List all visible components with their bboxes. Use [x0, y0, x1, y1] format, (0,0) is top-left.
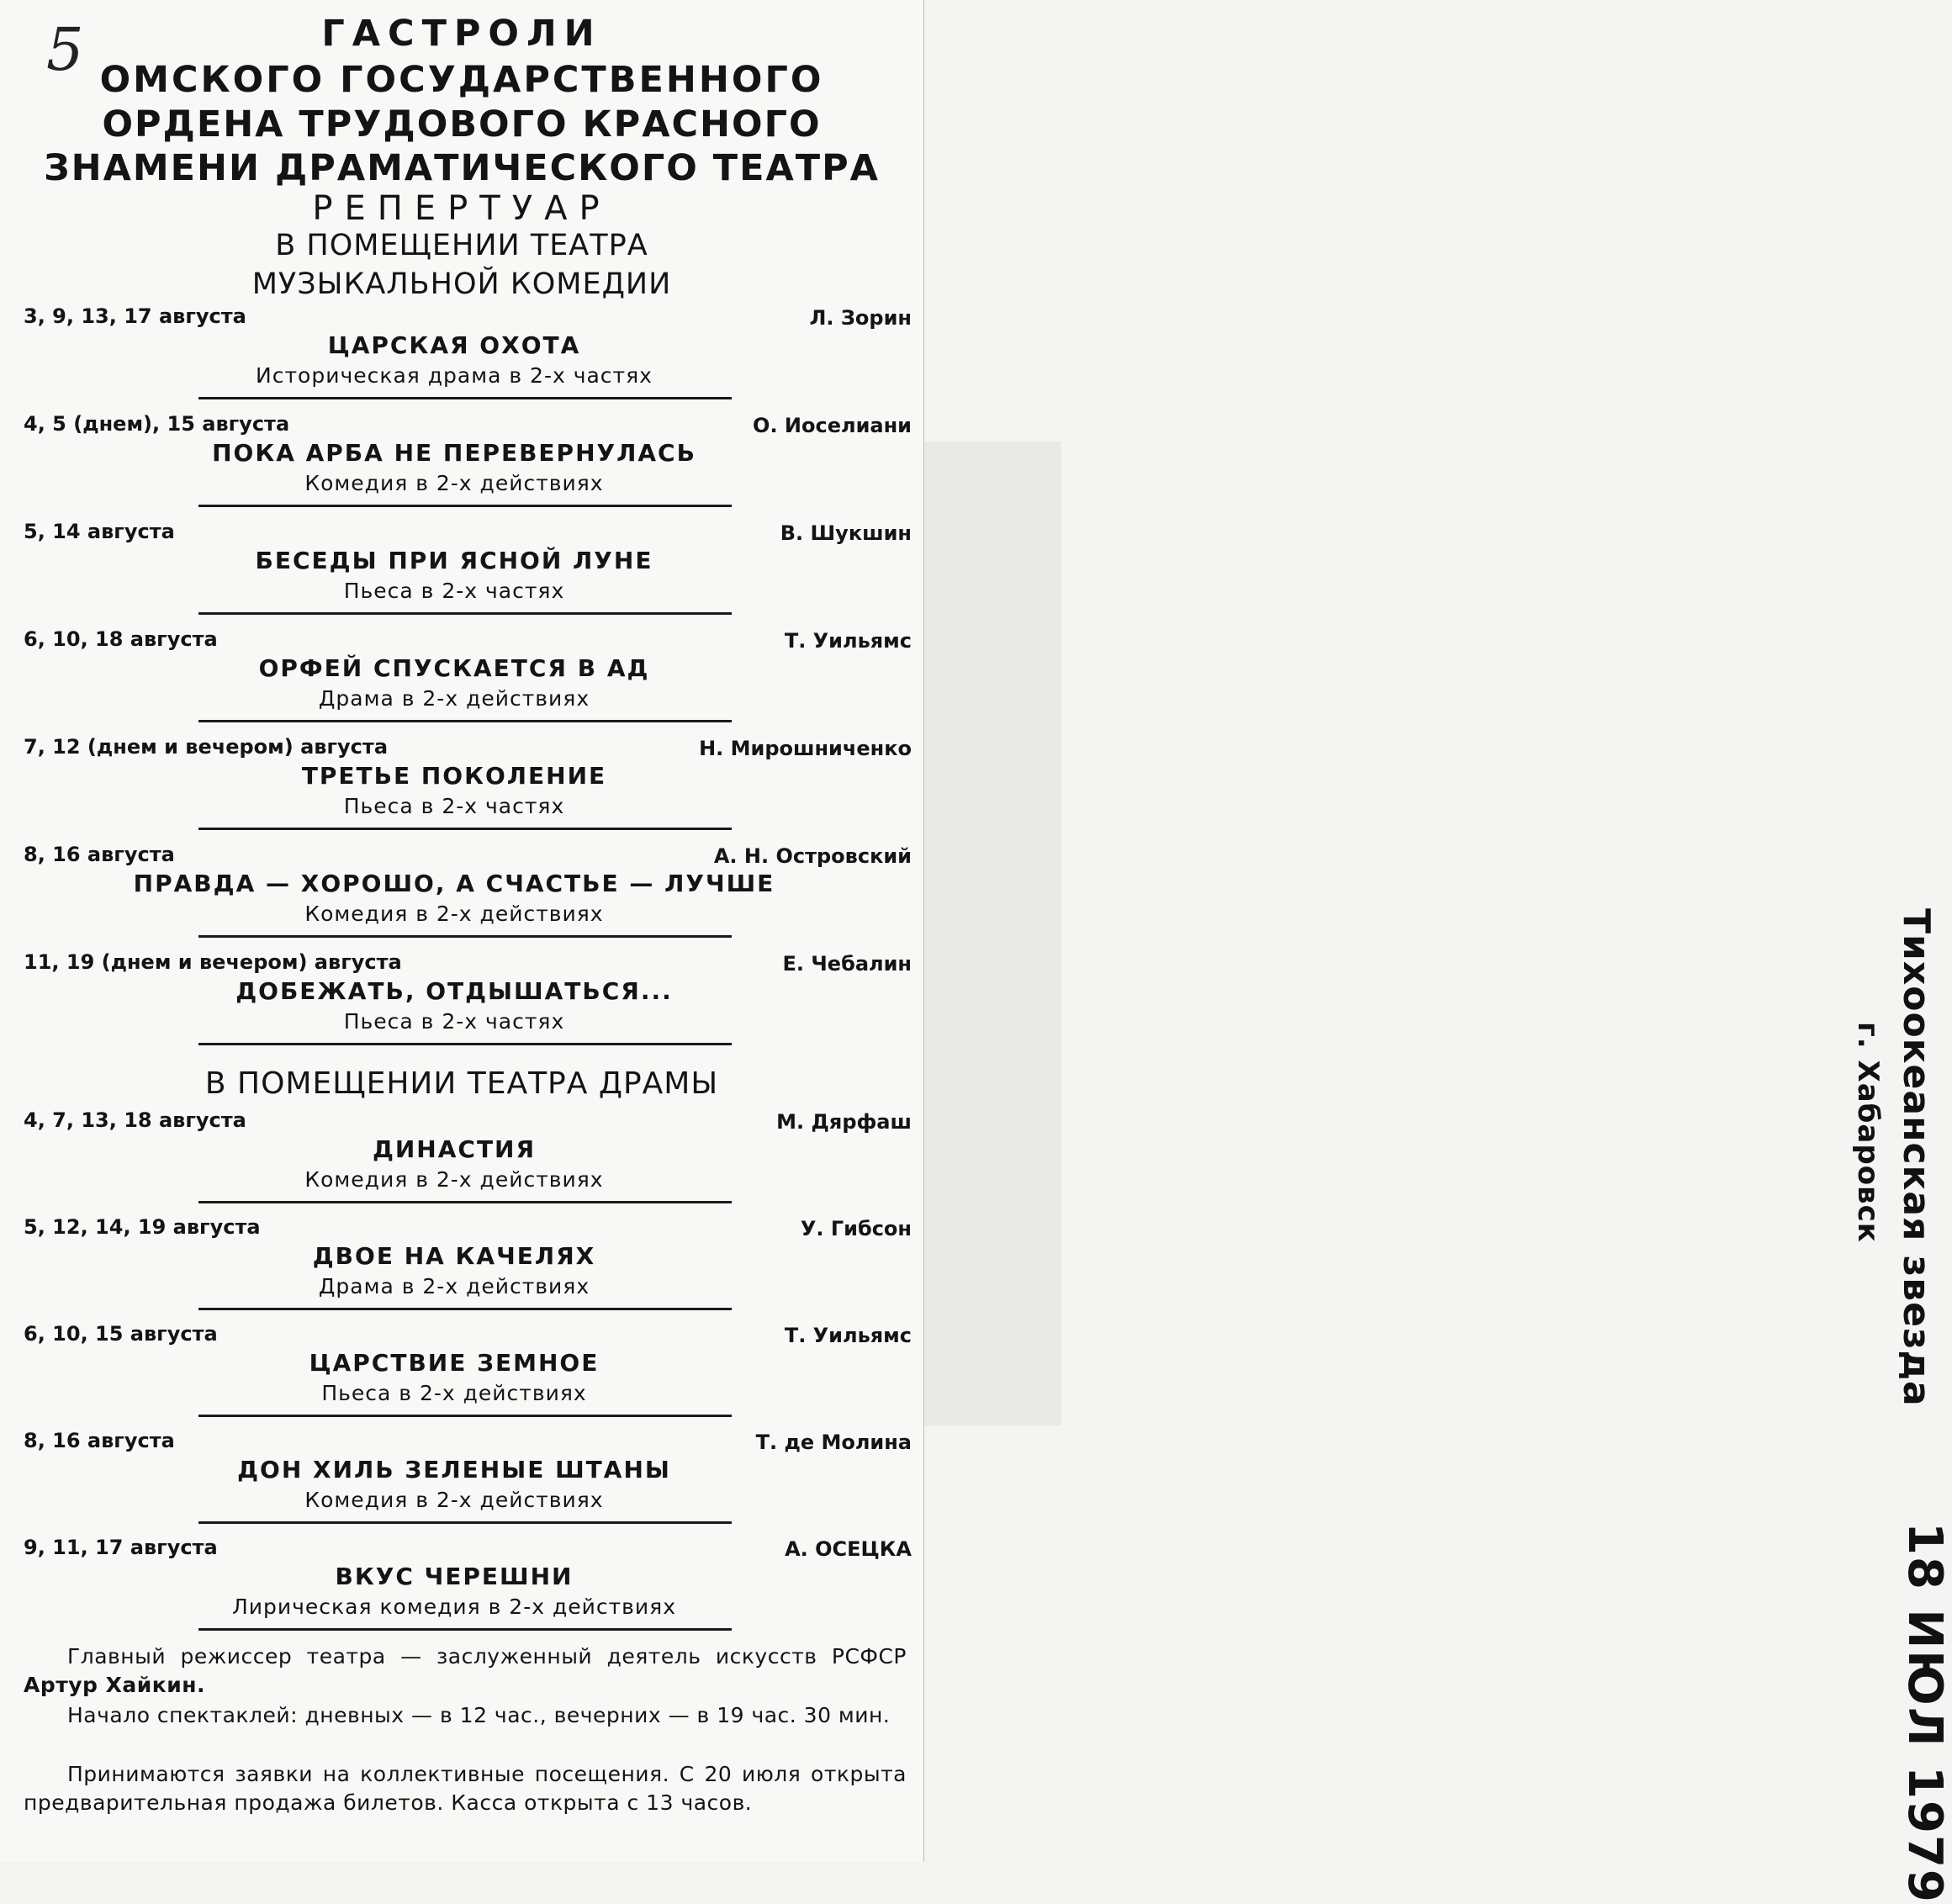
- director-note: [24, 1642, 907, 1700]
- separator-rule: [198, 397, 732, 399]
- performance-dates: 7, 12 (днем и вечером) августа: [24, 735, 389, 759]
- theatre-name-line-2: ОРДЕНА ТРУДОВОГО КРАСНОГО: [102, 103, 822, 145]
- performance-author: О. Иоселиани: [753, 414, 912, 437]
- performance-genre: Драма в 2-х действиях: [318, 686, 590, 711]
- performance-entry: [0, 1108, 923, 1216]
- performance-entry: [0, 1536, 923, 1643]
- performance-title: ДОН ХИЛЬ ЗЕЛЕНЫЕ ШТАНЫ: [237, 1456, 671, 1484]
- performance-title: ЦАРСКАЯ ОХОТА: [327, 331, 581, 359]
- performance-entry: [0, 627, 923, 735]
- city-stamp: г. Хабаровск: [1851, 1022, 1885, 1243]
- performance-entry: [0, 1215, 923, 1323]
- performance-genre: Комедия в 2-х действиях: [304, 902, 604, 926]
- schedule-text: Начало спектаклей: дневных — в 12 час., вечерних — в 19 час. 30 мин.: [67, 1703, 891, 1727]
- performance-author: М. Дярфаш: [776, 1110, 912, 1134]
- performance-author: Т. де Молина: [755, 1431, 912, 1454]
- performance-genre: Пьеса в 2-х частях: [343, 794, 565, 818]
- performance-dates: 8, 16 августа: [24, 843, 175, 866]
- separator-rule: [198, 1628, 732, 1631]
- performance-author: Т. Уильямс: [784, 629, 912, 653]
- performance-author: А. Н. Островский: [713, 844, 912, 868]
- performance-title: ДОБЕЖАТЬ, ОТДЫШАТЬСЯ...: [235, 977, 673, 1005]
- performance-genre: Пьеса в 2-х частях: [343, 1009, 565, 1034]
- performance-dates: 4, 7, 13, 18 августа: [24, 1108, 246, 1132]
- performance-genre: Пьеса в 2-х частях: [343, 579, 565, 603]
- performance-entry: [0, 1322, 923, 1430]
- performance-author: В. Шукшин: [780, 521, 912, 545]
- performance-dates: 4, 5 (днем), 15 августа: [24, 412, 290, 436]
- performance-entry: [0, 1429, 923, 1536]
- performance-title: ОРФЕЙ СПУСКАЕТСЯ В АД: [258, 654, 650, 682]
- director-name: Артур Хайкин.: [24, 1673, 206, 1697]
- newspaper-name-stamp: Тихоокеанская звезда: [1895, 908, 1938, 1407]
- separator-rule: [198, 1521, 732, 1524]
- theatre-name-line-1: ОМСКОГО ГОСУДАРСТВЕННОГО: [99, 59, 824, 101]
- performance-entry: [0, 304, 923, 412]
- performance-entry: [0, 520, 923, 627]
- performance-title: ПРАВДА — ХОРОШО, А СЧАСТЬЕ — ЛУЧШЕ: [133, 870, 775, 897]
- performance-genre: Комедия в 2-х действиях: [304, 1167, 604, 1192]
- performance-title: БЕСЕДЫ ПРИ ЯСНОЙ ЛУНЕ: [255, 547, 653, 574]
- tickets-note: [24, 1760, 907, 1817]
- performance-author: Н. Мирошниченко: [699, 737, 912, 760]
- performance-genre: Драма в 2-х действиях: [318, 1274, 590, 1298]
- venue1-heading-line-2: МУЗЫКАЛЬНОЙ КОМЕДИИ: [251, 267, 672, 301]
- performance-title: ПОКА АРБА НЕ ПЕРЕВЕРНУЛАСЬ: [212, 439, 696, 467]
- schedule-note: [24, 1701, 907, 1730]
- performance-author: У. Гибсон: [800, 1217, 912, 1240]
- performance-dates: 5, 14 августа: [24, 520, 175, 543]
- handwritten-number: 5: [46, 15, 84, 84]
- date-stamp: 18 ИЮЛ 1979: [1897, 1522, 1952, 1904]
- performance-dates: 8, 16 августа: [24, 1429, 175, 1452]
- theatre-name-line-3: ЗНАМЕНИ ДРАМАТИЧЕСКОГО ТЕАТРА: [44, 147, 880, 189]
- director-prefix: Главный режиссер театра — заслуженный деятель искусств РСФСР: [67, 1644, 907, 1669]
- separator-rule: [198, 1415, 732, 1417]
- separator-rule: [198, 935, 732, 938]
- separator-rule: [198, 505, 732, 507]
- venue1-heading-line-1: В ПОМЕЩЕНИИ ТЕАТРА: [275, 229, 648, 262]
- performance-dates: 6, 10, 15 августа: [24, 1322, 218, 1346]
- performance-dates: 3, 9, 13, 17 августа: [24, 304, 246, 328]
- venue2-heading: В ПОМЕЩЕНИИ ТЕАТРА ДРАМЫ: [204, 1066, 719, 1101]
- performance-title: ЦАРСТВИЕ ЗЕМНОЕ: [309, 1349, 600, 1377]
- performance-dates: 9, 11, 17 августа: [24, 1536, 218, 1559]
- performance-genre: Историческая драма в 2-х частях: [256, 363, 653, 388]
- separator-rule: [198, 612, 732, 615]
- separator-rule: [198, 828, 732, 830]
- separator-rule: [198, 1308, 732, 1310]
- performance-entry: [0, 950, 923, 1058]
- performance-genre: Пьеса в 2-х действиях: [321, 1381, 587, 1405]
- performance-title: ДИНАСТИЯ: [372, 1135, 537, 1163]
- performance-genre: Комедия в 2-х действиях: [304, 1488, 604, 1512]
- tour-heading: ГАСТРОЛИ: [321, 13, 602, 55]
- performance-entry: [0, 843, 923, 950]
- performance-title: ТРЕТЬЕ ПОКОЛЕНИЕ: [301, 762, 607, 790]
- performance-genre: Лирическая комедия в 2-х действиях: [231, 1595, 676, 1619]
- separator-rule: [198, 720, 732, 722]
- separator-rule: [198, 1043, 732, 1045]
- performance-title: ВКУС ЧЕРЕШНИ: [335, 1563, 574, 1590]
- performance-entry: [0, 412, 923, 520]
- performance-title: ДВОЕ НА КАЧЕЛЯХ: [312, 1242, 596, 1270]
- tickets-text: Принимаются заявки на коллективные посещения. С 20 июля открыта предварительная продажа билетов. Касса открыта с 13 часов.: [24, 1762, 907, 1815]
- performance-dates: 11, 19 (днем и вечером) августа: [24, 950, 402, 974]
- separator-rule: [198, 1201, 732, 1203]
- performance-dates: 5, 12, 14, 19 августа: [24, 1215, 261, 1239]
- newspaper-clipping: [0, 0, 924, 1862]
- performance-entry: [0, 735, 923, 843]
- performance-author: Л. Зорин: [809, 306, 912, 330]
- newspaper-label-strip: [917, 442, 1952, 1904]
- repertoire-heading: РЕПЕРТУАР: [312, 189, 611, 228]
- performance-author: Е. Чебалин: [782, 952, 912, 976]
- performance-genre: Комедия в 2-х действиях: [304, 471, 604, 495]
- performance-dates: 6, 10, 18 августа: [24, 627, 218, 651]
- performance-author: Т. Уильямс: [784, 1324, 912, 1347]
- performance-author: А. ОСЕЦКА: [785, 1537, 912, 1561]
